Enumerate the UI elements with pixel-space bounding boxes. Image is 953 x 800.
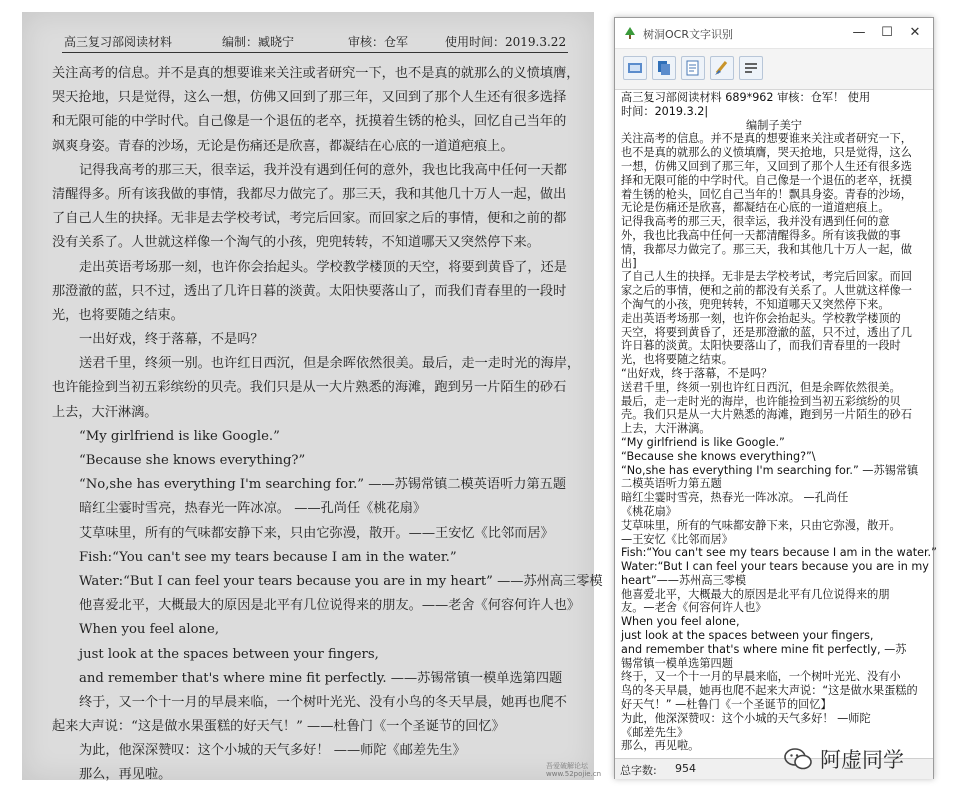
document-line: 暗红尘霎时雪亮，热春光一阵冰凉。 ——孔尚任《桃花扇》 — [79, 501, 427, 517]
document-line: 记得我高考的那三天，很幸运，我并没有遇到任何的意外，我也比我高中任何一天都 — [79, 162, 567, 178]
ocr-line: 一想，仿佛又回到了那三年，又回到了那个人生还有很多选 — [621, 159, 912, 173]
ocr-line: heart”——苏州高三零模 — [621, 573, 747, 587]
ocr-result-textarea[interactable] — [621, 91, 937, 753]
document-line: 了自己人生的抉择。无非是去学校考试，考完后回家。而回家之后的事情，便和之前的都 — [52, 211, 567, 227]
toolbar — [615, 48, 933, 90]
ocr-line: 上去，大汗淋漓。 — [621, 422, 711, 436]
document-line: 艾草味里，所有的气味都安静下来，只由它弥漫，散开。——王安忆《比邻而居》 — [79, 525, 554, 541]
document-title: 高三复习部阅读材料 — [64, 35, 173, 49]
maximize-button[interactable]: ☐ — [881, 25, 893, 40]
document-line: 那澄澈的蓝，只不过，透出了几许日暮的淡黄。太阳快要落山了，而我们青春里的一段时 — [52, 283, 567, 299]
ocr-line: 光，也将要随之结束。 — [621, 353, 733, 367]
ocr-line: 择和无限可能的中学时代。自己像是一个退伍的老卒，抚摸 — [621, 173, 912, 187]
ocr-line: 为此，他深深赞叹：这个小城的天气多好！ —师陀 — [621, 711, 871, 725]
document-line: 没有关系了。人世就这样像一个淘气的小孩，兜兜转转，不知道哪天又突然停下来。 — [52, 235, 540, 251]
document-line: 关注高考的信息。并不是真的想要谁来关注或者研究一下，也不是真的就那么的义愤填膺， — [52, 66, 580, 81]
ocr-line: 记得我高考的那三天，很幸运，我并没有遇到任何的意 — [621, 215, 890, 229]
ocr-line: 许日暮的淡黄。太阳快要落山了，而我们青春里的一段时 — [621, 339, 901, 353]
document-line: 和无限可能的中学时代。自己像是一个退伍的老卒，抚摸着生锈的枪头，回忆自己当年的 — [52, 114, 567, 130]
ocr-line: 外，我也比我高中任何一天都清醒得多。所有该我做的事 — [621, 228, 901, 242]
ocr-line: “出好戏，终于落幕，不是吗？ — [621, 366, 773, 380]
minimize-button[interactable]: — — [852, 25, 866, 40]
document-line: 那么，再见啦。 — [79, 767, 172, 783]
window-titlebar[interactable] — [615, 18, 933, 48]
ocr-line: 着生锈的枪头，回忆自己当年的！飘具身姿。青春的沙场， — [621, 187, 912, 201]
ocr-line: 情，我都尽力做完了。那三天，我和其他几十万人一起，做 — [621, 242, 912, 256]
ocr-line: “My girlfriend is like Google.” — [621, 435, 785, 449]
ocr-line: 他喜爱北平，大概最大的原因是北平有几位说得来的朋 — [621, 587, 890, 601]
document-header — [62, 30, 568, 53]
window-title: 树洞OCR文字识别 — [643, 28, 733, 41]
document-line: just look at the spaces between your fingers, — [79, 646, 379, 662]
ocr-line: 也不是真的就那么的义愤填膺，哭天抢地，只是觉得，这么 — [621, 146, 912, 160]
ocr-line: just look at the spaces between your fingers, — [621, 629, 874, 643]
document-line: 一出好戏，终于落幕，不是吗？ — [79, 332, 264, 348]
ocr-line: Water:“But I can feel your tears because you are in my — [621, 560, 929, 574]
ocr-line: When you feel alone, — [621, 615, 740, 629]
close-button[interactable]: ✕ — [909, 25, 921, 40]
ocr-line: “Because she knows everything?”\ — [621, 449, 816, 463]
document-line: 他喜爱北平，大概最大的原因是北平有几位说得来的朋友。——老舍《何容何许人也》 — [79, 598, 581, 614]
document-line: 哭天抢地，只是觉得，这么一想，仿佛又回到了那三年，又回到了那个人生还有很多选择 — [52, 90, 567, 106]
ocr-line: 壳。我们只是从一大片熟悉的海滩，跑到另一片陌生的砂石 — [621, 408, 912, 422]
document-line: When you feel alone, — [79, 622, 220, 638]
ocr-app-window — [614, 17, 937, 779]
ocr-line: 出] — [621, 256, 637, 270]
ocr-line: 家之后的事情，便和之前的都没有关系了。人世就这样像一 — [621, 284, 912, 298]
clear-icon[interactable] — [710, 56, 734, 80]
document-line: 飒爽身姿。青春的沙场，无论是伤痛还是欣喜，都凝结在心底的一道道疤痕上。 — [52, 138, 514, 154]
tree-app-icon — [623, 26, 637, 40]
ocr-line: 终于，又一个十一月的早晨来临，一个树叶光光、没有小 — [621, 670, 901, 684]
ocr-line: “No,she has everything I'm searching for.” —苏锡常镇 — [621, 463, 919, 477]
ocr-line: Fish:“You can't see my tears because I am in the water.” — [621, 546, 937, 560]
ocr-line: 编制子美宁 — [746, 118, 802, 132]
document-line: and remember that's where mine fit perfectly. ——苏锡常镇一模单选第四题 — [79, 670, 563, 686]
ocr-line: 了自己人生的抉择。无非是去学校考试，考完后回家。而回 — [621, 270, 912, 284]
format-icon[interactable] — [739, 56, 763, 80]
ocr-line: 《桃花扇》 — [621, 504, 677, 518]
document-line: Fish:“You can't see my tears because I am in the water.” — [79, 549, 457, 565]
document-line: 光，也将要随之结束。 — [52, 307, 184, 323]
document-editor: 编制：臧晓宁 — [222, 35, 295, 49]
ocr-line: 好天气！” —杜鲁门《一个圣诞节的回忆】 — [621, 698, 832, 712]
ocr-line: 关注高考的信息。并不是真的想要谁来关注或者研究一下， — [621, 132, 912, 146]
document-line: 起来大声说：“这是做水果蛋糕的好天气！” ——杜鲁门《一个圣诞节的回忆》 — [52, 719, 505, 735]
ocr-line: 最后，走一走时光的海岸，也许能捡到当初五彩缤纷的贝 — [621, 394, 901, 408]
ocr-line: 无论是伤痛还是欣喜，都凝结在心底的一道道疤痕上。 — [621, 201, 890, 215]
ocr-line: 鸟的冬天早晨，她再也爬不起来大声说：“这是做水果蛋糕的 — [621, 684, 918, 698]
ocr-line: —王安忆《比邻而居》 — [621, 532, 733, 546]
ocr-line: 锡常镇一模单选第四题 — [621, 656, 733, 670]
ocr-line: and remember that's where mine fit perfectly, —苏 — [621, 642, 907, 656]
document-line: “My girlfriend is like Google.” — [79, 428, 280, 444]
ocr-line: 暗红尘霎时雪亮，热春光一阵冰凉。 —孔尚任 — [621, 491, 849, 505]
document-line: 走出英语考场那一刻，也许你会抬起头。学校教学楼顶的天空，将要到黄昏了，还是 — [79, 259, 567, 275]
open-file-icon[interactable] — [681, 56, 705, 80]
ocr-line: 那么，再见啦。 — [621, 739, 700, 753]
document-line: “Because she knows everything?” — [79, 453, 306, 468]
ocr-line: 高三复习部阅读材料 689*962 审核：仓军！ 使用 — [621, 91, 871, 104]
document-line: 上去，大汗淋漓。 — [52, 404, 158, 420]
ocr-line: 送君千里，终须一别也许红日西沉，但是余晖依然很美。 — [621, 380, 901, 394]
ocr-line: 走出英语考场那一刻，也许你会抬起头。学校教学楼顶的 — [621, 311, 901, 325]
char-count-value: 954 — [675, 762, 696, 775]
document-line: 为此，他深深赞叹：这个小城的天气多好！ ——师陀《邮差先生》 — [79, 743, 466, 759]
ocr-line: 时间：2019.3.2| — [621, 104, 709, 118]
char-count-label: 总字数: — [620, 764, 657, 777]
wechat-icon — [784, 748, 812, 770]
scanned-document-image — [22, 12, 603, 783]
watermark-text: 阿虚同学 — [820, 748, 904, 772]
document-line: “No,she has everything I'm searching for.” ——苏锡常镇二模英语听力第五题 — [79, 477, 567, 493]
ocr-line: 艾草味里，所有的气味都安静下来，只由它弥漫，散开。 — [621, 518, 901, 532]
document-line: Water:“But I can feel your tears because you are in my heart” ——苏州高三零模 — [79, 573, 603, 589]
screenshot-icon[interactable] — [623, 56, 647, 80]
document-line: 也许能捡到当初五彩缤纷的贝壳。我们只是从一大片熟悉的海滩，跑到另一片陌生的砂石 — [52, 380, 567, 396]
document-line: 清醒得多。所有该我做的事情，我都尽力做完了。那三天，我和其他几十万人一起，做出 — [52, 186, 567, 202]
ocr-line: 二模英语听力第五题 — [621, 477, 722, 491]
ocr-line: 天空，将要到黄昏了，还是那澄澈的蓝，只不过，透出了几 — [621, 325, 912, 339]
document-line: 送君千里，终须一别。也许红日西沉，但是余晖依然很美。最后，走一走时光的海岸， — [79, 356, 581, 372]
ocr-line: 《邮差先生》 — [621, 725, 689, 739]
ocr-line: 个淘气的小孩，兜兜转转，不知道哪天又突然停下来。 — [621, 297, 890, 311]
document-reviewer: 审核：仓军 — [348, 35, 409, 49]
document-line: 终于，又一个十一月的早晨来临，一个树叶光光、没有小鸟的冬天早晨，她再也爬不 — [79, 694, 567, 710]
forum-watermark: 吾爱破解论坛 www.52pojie.cn — [546, 762, 602, 778]
ocr-line: 友。—老舍《何容何许人也》 — [621, 601, 767, 615]
copy-icon[interactable] — [652, 56, 676, 80]
document-date: 使用时间：2019.3.22 — [445, 35, 567, 49]
